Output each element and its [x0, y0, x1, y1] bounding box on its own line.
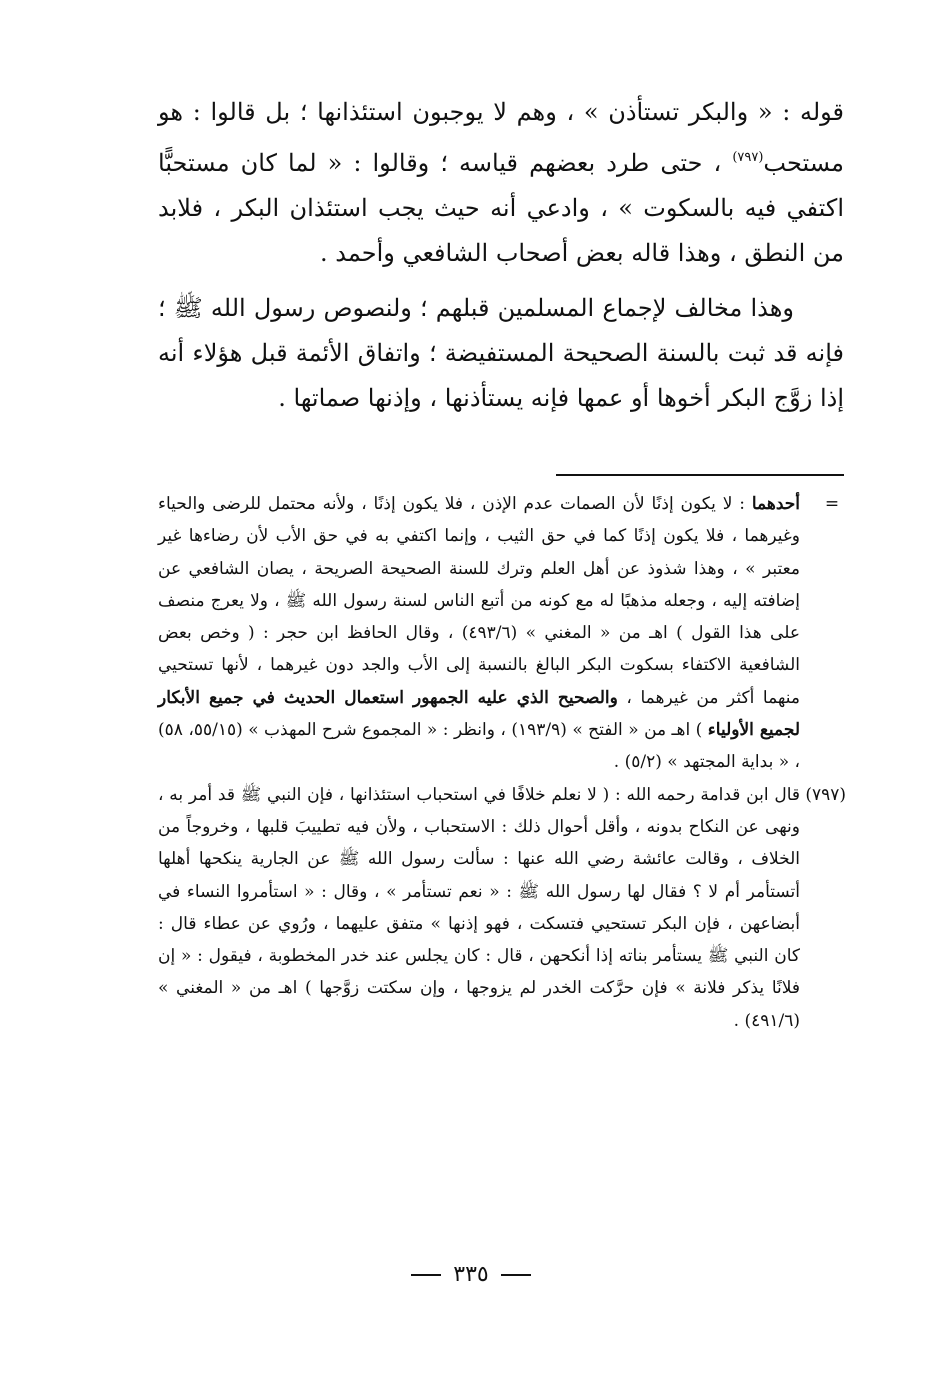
- footnote-bold-quote: والصحيح الذي عليه الجمهور استعمال الحديث في جميع الأبكار لجميع الأولياء: [158, 687, 800, 741]
- footnotes: [158, 488, 844, 1037]
- footnote-continuation-text-2: ) اهـ من « الفتح » (١٩٣/٩) ، وانظر : « المجموع شرح المهذب » (٥٥/١٥، ٥٨) ، « بداية المجتهد » (٥/٢) .: [158, 720, 800, 773]
- footnote-number: (٧٩٧): [805, 784, 846, 805]
- footnote-ref-797[interactable]: (٧٩٧): [732, 150, 764, 165]
- page-number-dash-left: [411, 1274, 441, 1276]
- page-number-dash-right: [501, 1274, 531, 1276]
- footnote-continuation-text-1: : لا يكون إذنًا لأن الصمات عدم الإذن ، فلا يكون إذنًا ، ولأنه محتمل للرضى والحياء وغيرهما ، فلا يكون إذنًا كما في حق الثيب ، وإنما اكتفي به في حق الأب لأن رضاءها غير معتبر » ، وهذا شذوذ عن أهل العلم وترك للسنة الصحيحة الصريحة ، يصان الشافعي عن إضافته إليه ، وجعله مذهبًا له مع كونه من أتبع الناس لسنة رسول الله ﷺ ، ولا يعرج منصف على هذا القول ) اهـ من « المغني » (٤٩٣/٦) ، وقال الحافظ ابن حجر : ( وخص بعض الشافعية الاكتفاء بسكوت البكر البالغ بالنسبة إلى الأب والجد دون غيرهما ، لأنها تستحيي منهما أكثر من غيرهما ،: [158, 494, 801, 708]
- page-number-footer: [0, 1262, 942, 1287]
- main-text: [158, 90, 844, 421]
- paragraph-1-part-1: قوله : « والبكر تستأذن » ، وهم لا يوجبون استئذانها ؛ بل قالوا : هو مستحب: [158, 98, 844, 177]
- continuation-mark: =: [824, 494, 840, 514]
- footnote-797-text: قال ابن قدامة رحمه الله : ( لا نعلم خلافًا في استحباب استئذانها ، فإن النبي ﷺ قد أمر به ، ونهى عن النكاح بدونه ، وأقل أحوال ذلك : الاستحباب ، ولأن فيه تطييبَ قلبها ، وخروجاً من الخلاف ، وقالت عائشة رضي الله عنها : سألت رسول الله ﷺ عن الجارية ينكحها أهلها أتستأمر أم لا ؟ فقال لها رسول الله ﷺ : « نعم تستأمر » ، وقال : « استأمروا النساء في أبضاعهن ، فإن البكر تستحيي فتسكت ، فهو إذنها » متفق عليهما ، ورُوي عن عطاء قال : كان النبي ﷺ يستأمر بناته إذا أنكحهن ، قال : كان يجلس عند خدر المخطوبة ، فيقول : « إن فلانًا يذكر فلانة » فإن حرَّكت الخدر لم يزوجها ، وإن سكتت زوَّجها ) اهـ من « المغني » (٤٩١/٦) .: [158, 784, 800, 1031]
- paragraph-1: [158, 90, 844, 276]
- paragraph-2: وهذا مخالف لإجماع المسلمين قبلهم ؛ ولنصوص رسول الله ﷺ ؛ فإنه قد ثبت بالسنة الصحيحة المستفيضة ؛ واتفاق الأئمة قبل هؤلاء أنه إذا زوَّج البكر أخوها أو عمها فإنه يستأذنها ، وإذنها صماتها .: [158, 294, 844, 412]
- footnote-divider: [556, 474, 844, 476]
- paragraph-1-part-2: ، حتى طرد بعضهم قياسه ؛ وقالوا : « لما كان مستحبًّا اكتفي فيه بالسكوت » ، وادعي أنه حيث يجب استئذان البكر ، فلابد من النطق ، وهذا قاله بعض أصحاب الشافعي وأحمد .: [158, 149, 844, 267]
- footnote-797: [158, 779, 844, 1037]
- footnote-bold-lead: أحدهما: [751, 494, 800, 514]
- page-number: ٣٣٥: [453, 1262, 489, 1287]
- footnote-continuation: [158, 488, 844, 779]
